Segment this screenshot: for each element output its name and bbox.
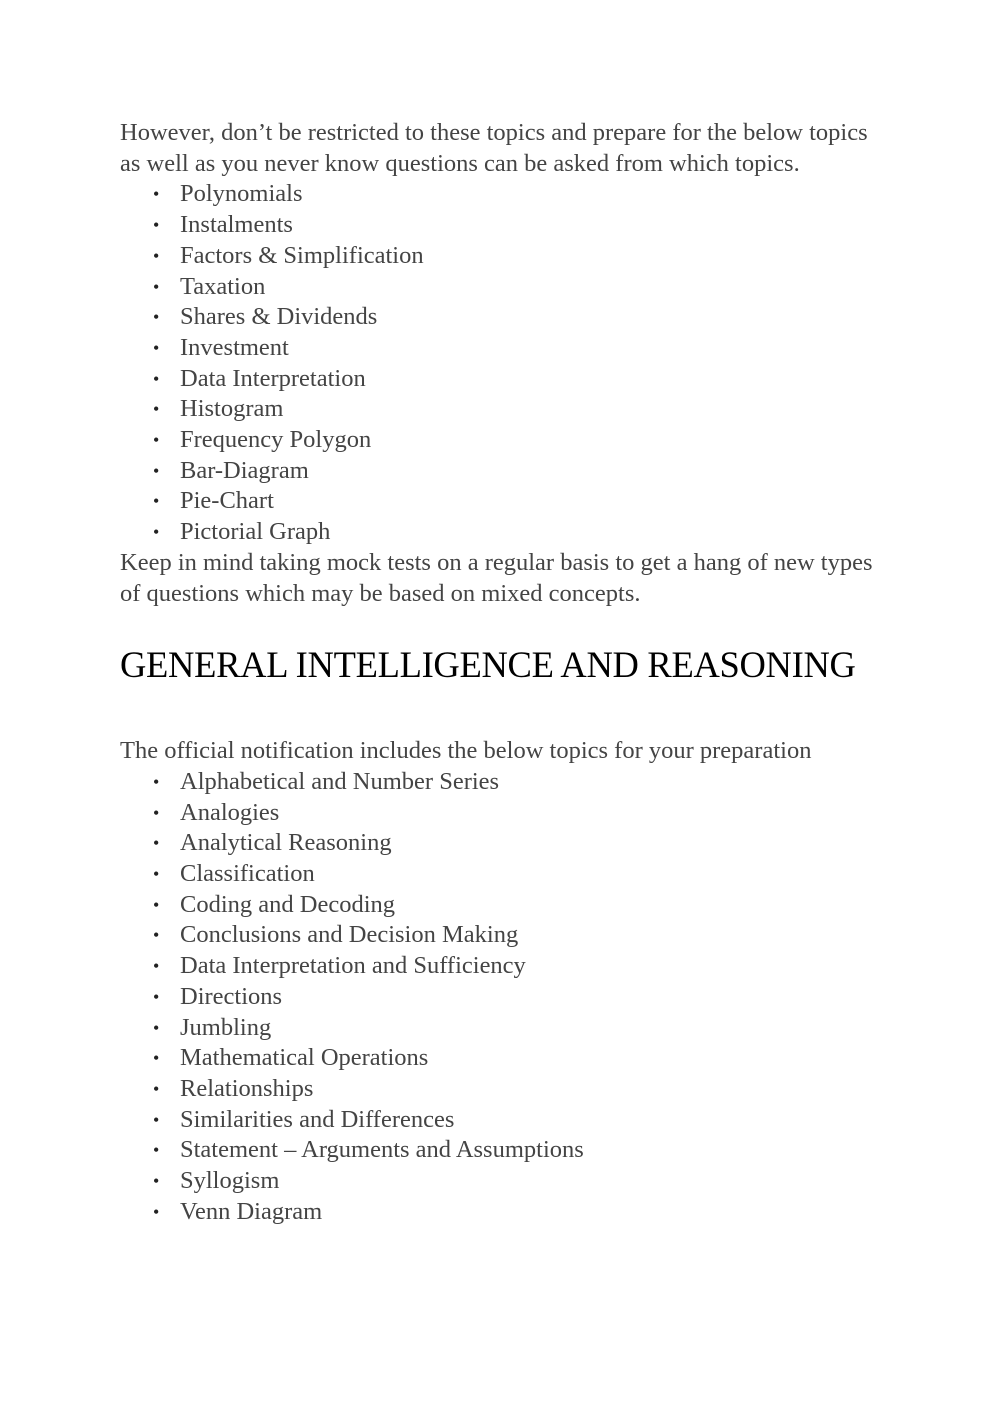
- bullet-icon: •: [153, 1201, 160, 1222]
- list-item: [153, 767, 880, 798]
- list-item: [153, 982, 880, 1013]
- list-item: [153, 241, 880, 272]
- list-item-label: Shares & Dividends: [180, 303, 378, 331]
- section-intro-paragraph: The official notification includes the below topics for your preparation: [120, 737, 812, 765]
- bullet-icon: •: [153, 1171, 160, 1192]
- reasoning-topics-list: [120, 767, 880, 1228]
- list-item-label: Conclusions and Decision Making: [180, 921, 519, 949]
- bullet-icon: •: [153, 368, 160, 389]
- bullet-icon: •: [153, 956, 160, 977]
- list-item: [153, 1166, 880, 1197]
- bullet-icon: •: [153, 1017, 160, 1038]
- bullet-icon: •: [153, 1109, 160, 1130]
- list-item-label: Pictorial Graph: [180, 518, 331, 546]
- mock-tests-paragraph: Keep in mind taking mock tests on a regular basis to get a hang of new types of questions which may be based on mixed concepts.: [120, 548, 873, 607]
- intro-paragraph: However, don’t be restricted to these topics and prepare for the below topics as well as you never know questions can be asked from which topics.: [120, 119, 868, 177]
- bullet-icon: •: [153, 307, 160, 328]
- list-item: [153, 272, 880, 303]
- list-item-label: Alphabetical and Number Series: [180, 767, 500, 795]
- section-heading: GENERAL INTELLIGENCE AND REASONING: [120, 644, 856, 686]
- bullet-icon: •: [153, 864, 160, 885]
- list-item-label: Analogies: [180, 798, 280, 826]
- extra-topics-list: [120, 179, 880, 547]
- bullet-icon: •: [153, 925, 160, 946]
- list-item-label: Instalments: [180, 211, 293, 239]
- list-item: [153, 1105, 880, 1136]
- document-page: [120, 118, 880, 1228]
- list-item-label: Similarities and Differences: [180, 1105, 455, 1133]
- list-item: [153, 798, 880, 829]
- list-item-label: Venn Diagram: [180, 1197, 323, 1225]
- list-item: [153, 951, 880, 982]
- bullet-icon: •: [153, 894, 160, 915]
- list-item: [153, 210, 880, 241]
- bullet-icon: •: [153, 1048, 160, 1069]
- list-item-label: Statement – Arguments and Assumptions: [180, 1136, 584, 1164]
- list-item: [153, 920, 880, 951]
- list-item-label: Polynomials: [180, 180, 303, 208]
- bullet-icon: •: [153, 491, 160, 512]
- bullet-icon: •: [153, 1140, 160, 1161]
- bullet-icon: •: [153, 986, 160, 1007]
- list-item: [153, 890, 880, 921]
- bullet-icon: •: [153, 833, 160, 854]
- bullet-icon: •: [153, 245, 160, 266]
- list-item: [153, 1043, 880, 1074]
- list-item-label: Investment: [180, 333, 289, 361]
- bullet-icon: •: [153, 276, 160, 297]
- list-item-label: Histogram: [180, 395, 284, 423]
- list-item-label: Syllogism: [180, 1167, 280, 1195]
- list-item: [153, 859, 880, 890]
- list-item: [153, 1013, 880, 1044]
- list-item-label: Frequency Polygon: [180, 426, 372, 454]
- list-item-label: Analytical Reasoning: [180, 829, 392, 857]
- list-item: [153, 364, 880, 395]
- bullet-icon: •: [153, 522, 160, 543]
- list-item-label: Mathematical Operations: [180, 1044, 429, 1072]
- list-item-label: Data Interpretation: [180, 364, 366, 392]
- list-item-label: Pie-Chart: [180, 487, 274, 515]
- list-item: [153, 302, 880, 333]
- bullet-icon: •: [153, 460, 160, 481]
- list-item-label: Coding and Decoding: [180, 890, 396, 918]
- list-item: [153, 1074, 880, 1105]
- bullet-icon: •: [153, 337, 160, 358]
- list-item: [153, 456, 880, 487]
- list-item-label: Jumbling: [180, 1013, 272, 1041]
- list-item-label: Bar-Diagram: [180, 456, 309, 484]
- list-item-label: Relationships: [180, 1074, 314, 1102]
- list-item: [153, 394, 880, 425]
- list-item-label: Classification: [180, 860, 315, 888]
- list-item: [153, 179, 880, 210]
- bullet-icon: •: [153, 1078, 160, 1099]
- bullet-icon: •: [153, 802, 160, 823]
- bullet-icon: •: [153, 184, 160, 205]
- list-item-label: Data Interpretation and Sufficiency: [180, 952, 526, 980]
- list-item: [153, 486, 880, 517]
- list-item-label: Factors & Simplification: [180, 241, 424, 269]
- list-item: [153, 517, 880, 548]
- list-item-label: Taxation: [180, 272, 266, 300]
- list-item-label: Directions: [180, 982, 283, 1010]
- bullet-icon: •: [153, 399, 160, 420]
- bullet-icon: •: [153, 430, 160, 451]
- bullet-icon: •: [153, 771, 160, 792]
- list-item: [153, 828, 880, 859]
- list-item: [153, 1197, 880, 1228]
- bullet-icon: •: [153, 215, 160, 236]
- list-item: [153, 425, 880, 456]
- list-item: [153, 1135, 880, 1166]
- list-item: [153, 333, 880, 364]
